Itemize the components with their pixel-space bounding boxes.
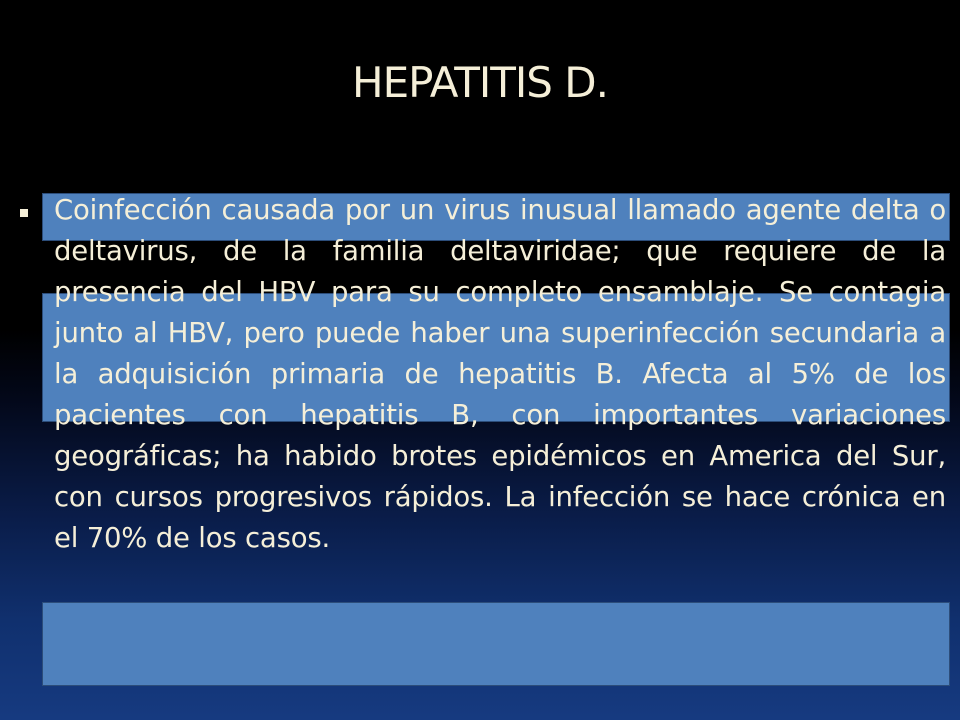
highlight-box-bottom — [42, 602, 950, 686]
square-bullet-icon — [20, 209, 28, 217]
slide-title: HEPATITIS D. — [351, 58, 609, 107]
bullet-text: Coinfección causada por un virus inusual llamado agente delta o deltavirus, de la familia deltaviridae; que requiere de la presencia del HBV para su completo ensamblaje. Se contagia junto al HBV, pero puede haber una superinfección secundaria a la adquisición primaria de hepatitis B. Afecta al 5% de los pacientes con hepatitis B, con importantes variaciones geográficas; ha habido brotes epidémicos en America del Sur, con cursos progresivos rápidos. La infección se hace crónica en el 70% de los casos. — [54, 194, 946, 554]
